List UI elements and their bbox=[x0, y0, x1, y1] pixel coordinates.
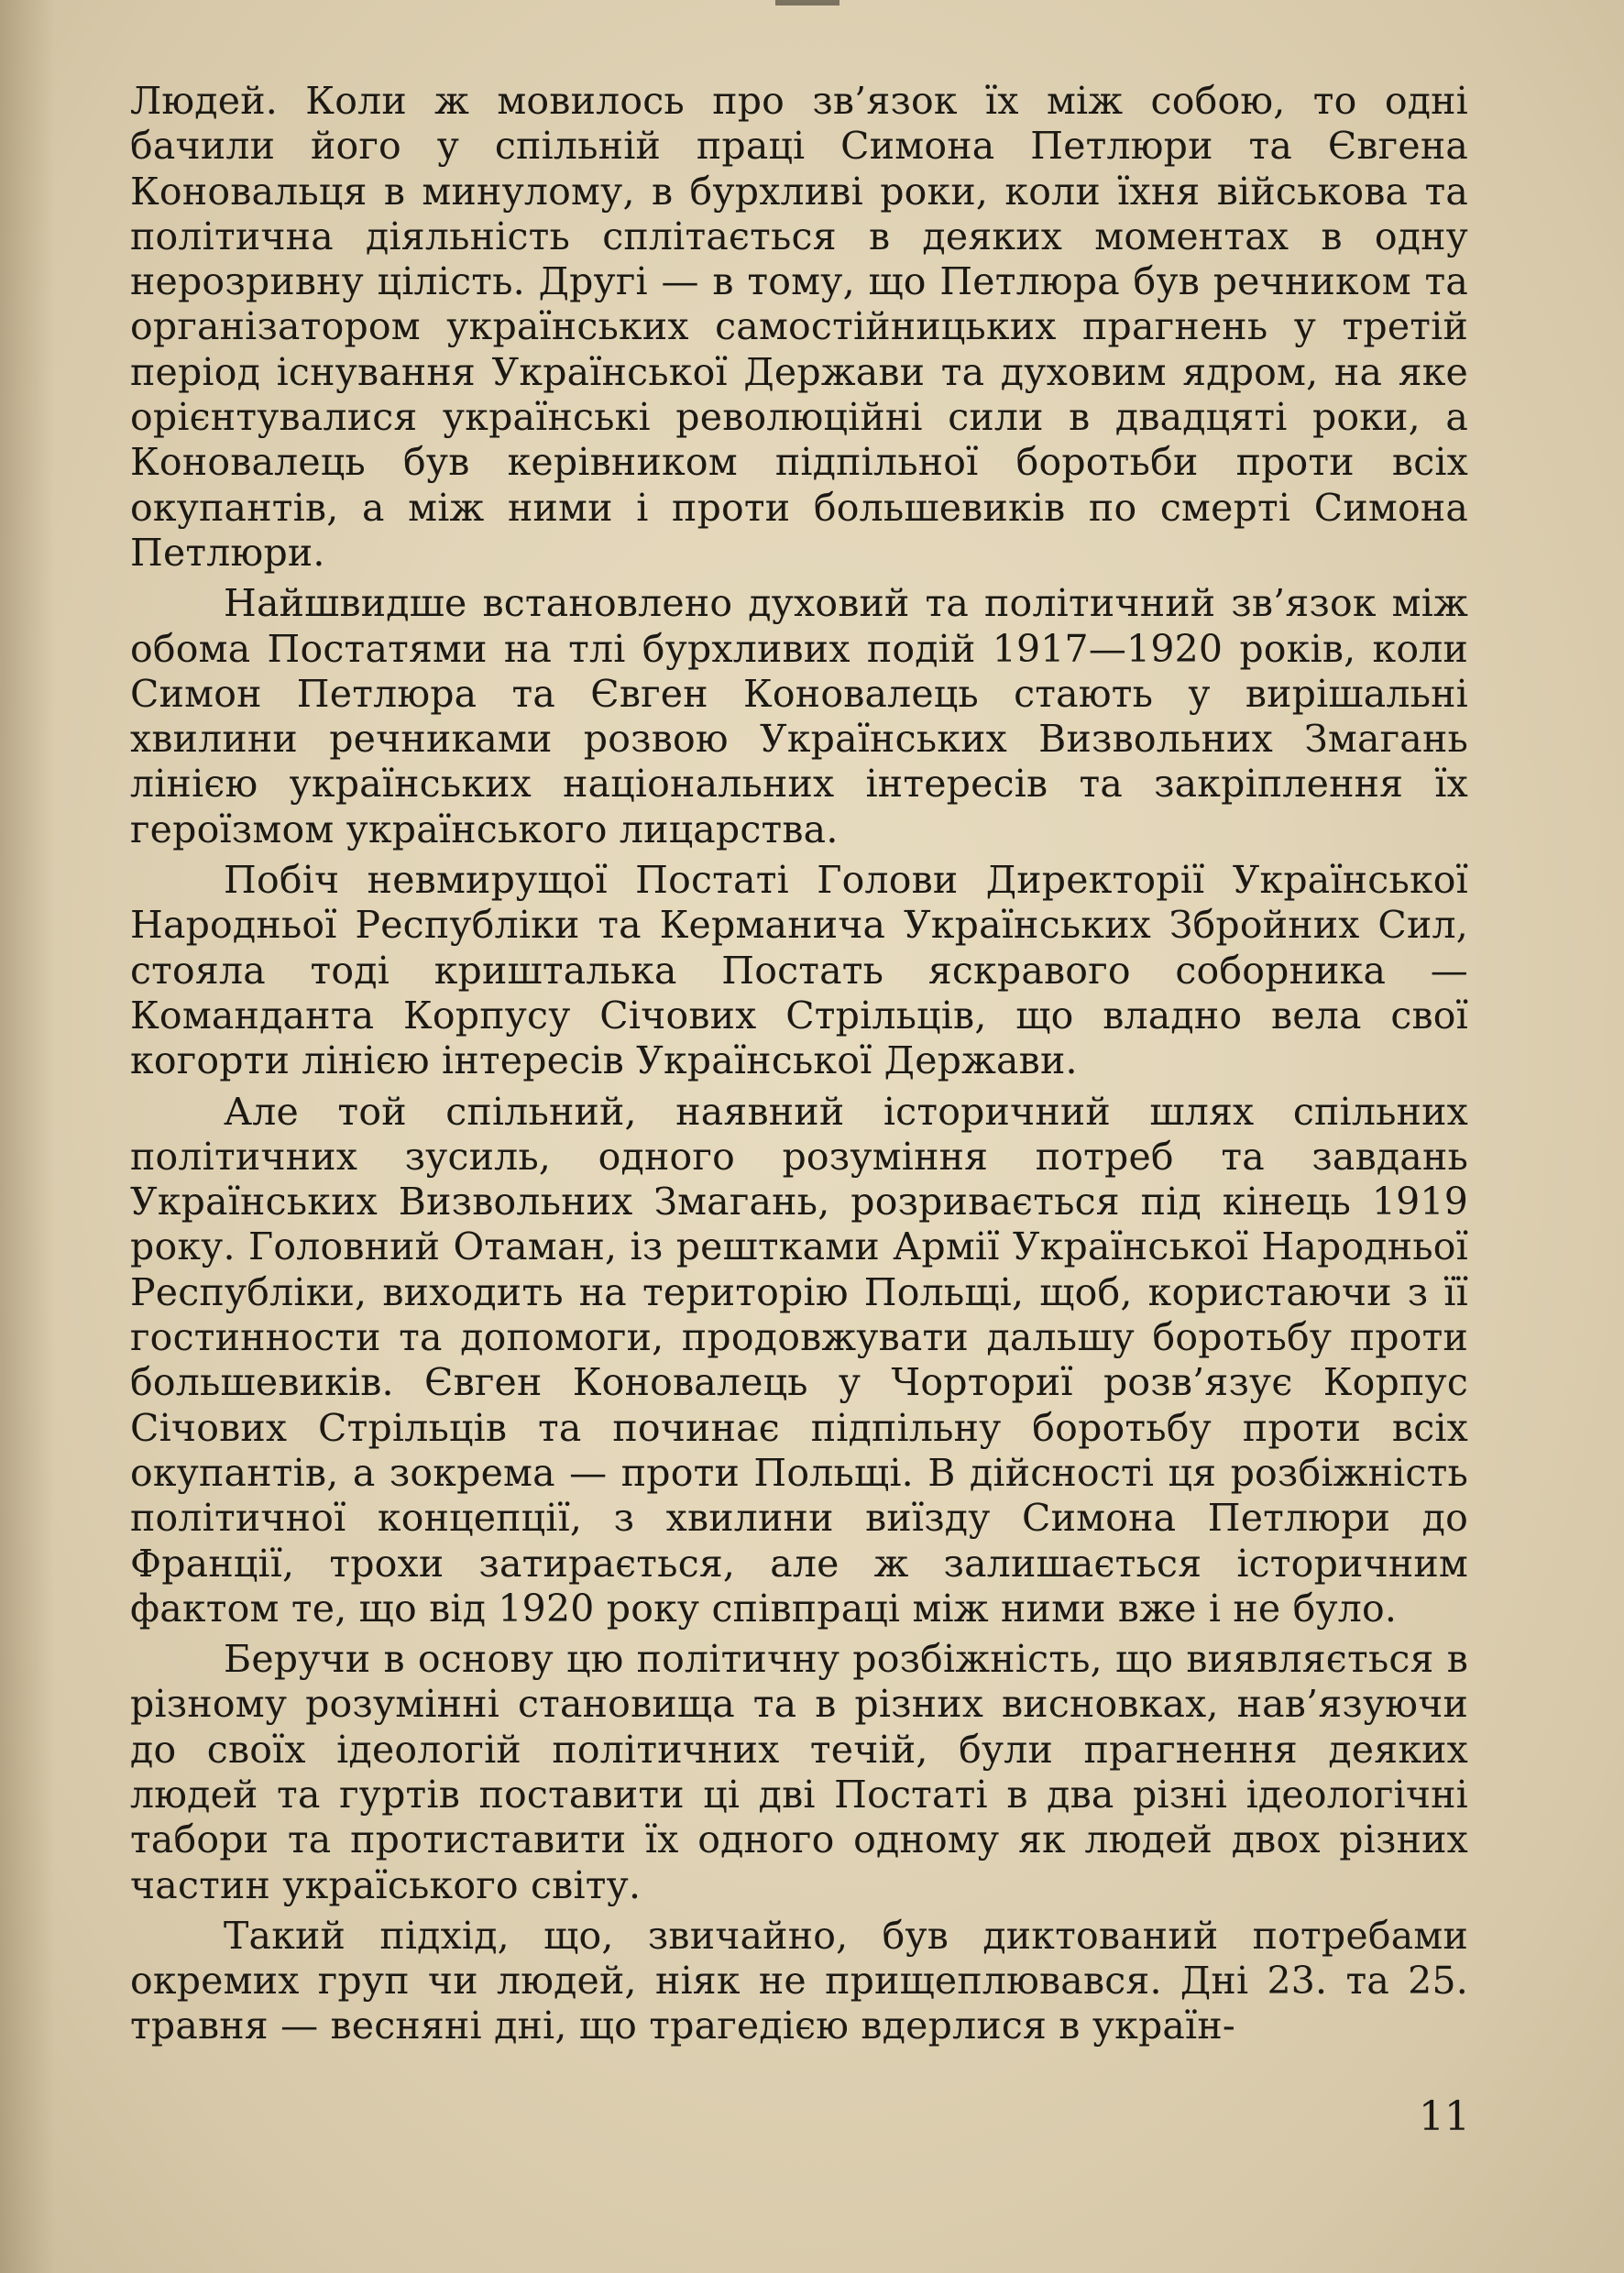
paragraph-1: Людей. Коли ж мовилось про зв’язок їх між собою, то одні бачили його у спільній праці Симона Петлюри та Євгена Коновальця в минулому, в бурхливі роки, коли їхня військова та політична діяльність сплітається в деяких моментах в одну нерозривну цілість. Другі — в тому, що Петлюра був речником та організатором українських самостійницьких прагнень у третій період існування Української Держави та духовим ядром, на яке орієнтувалися українські революційні сили в двадцяті роки, а Коновалець був керівником підпільної боротьби проти всіх окупантів, а між ними і проти большевиків по смерті Симона Петлюри. bbox=[130, 79, 1468, 575]
paragraph-4: Але той спільний, наявний історичний шлях спільних політичних зусиль, одного розуміння потреб та завдань Українських Визвольних Змагань, розривається під кінець 1919 року. Головний Отаман, із рештками Армії Української Народньої Республіки, виходить на територію Польщі, щоб, користаючи з її гостинности та допомоги, продовжувати дальшу боротьбу проти большевиків. Євген Коновалець у Чорториї розв’язує Корпус Січових Стрільців та починає підпільну боротьбу проти всіх окупантів, а зокрема — проти Польщі. В дійсності ця розбіжність політичної концепції, з хвилини виїзду Симона Петлюри до Франції, трохи затирається, але ж залишається історичним фактом те, що від 1920 року співпраці між ними вже і не було. bbox=[130, 1089, 1468, 1631]
paragraph-3: Побіч невмирущої Постаті Голови Директорії Української Народньої Республіки та Керманича Українських Збройних Сил, стояла тоді кришталька Постать яскравого соборника — Команданта Корпусу Січових Стрільців, що владно вела свої когорти лінією інтересів Української Держави. bbox=[130, 858, 1468, 1083]
paragraph-5: Беручи в основу цю політичну розбіжність, що виявляється в різному розумінні становища та в різних висновках, нав’язуючи до своїх ідеологій політичних течій, були прагнення деяких людей та гуртів поставити ці дві Постаті в два різні ідеологічні табори та протиставити їх одного одному як людей двох різних частин україського світу. bbox=[130, 1637, 1468, 1907]
printing-mark bbox=[775, 0, 839, 5]
paragraph-6: Такий підхід, що, звичайно, був диктований потребами окремих груп чи людей, ніяк не прищеплювався. Дні 23. та 25. травня — весняні дні, що трагедією вдерлися в україн- bbox=[130, 1913, 1468, 2048]
page-shadow bbox=[0, 0, 55, 2273]
paragraph-2: Найшвидше встановлено духовий та політичний зв’язок між обома Постатями на тлі бурхливих подій 1917—1920 років, коли Симон Петлюра та Євген Коновалець стають у вирішальні хвилини речниками розвою Українських Визвольних Змагань лінією українських національних інтересів та закріплення їх героїзмом українського лицарства. bbox=[130, 581, 1468, 851]
page-number: 11 bbox=[1419, 2093, 1470, 2140]
body-text bbox=[130, 79, 1468, 2055]
